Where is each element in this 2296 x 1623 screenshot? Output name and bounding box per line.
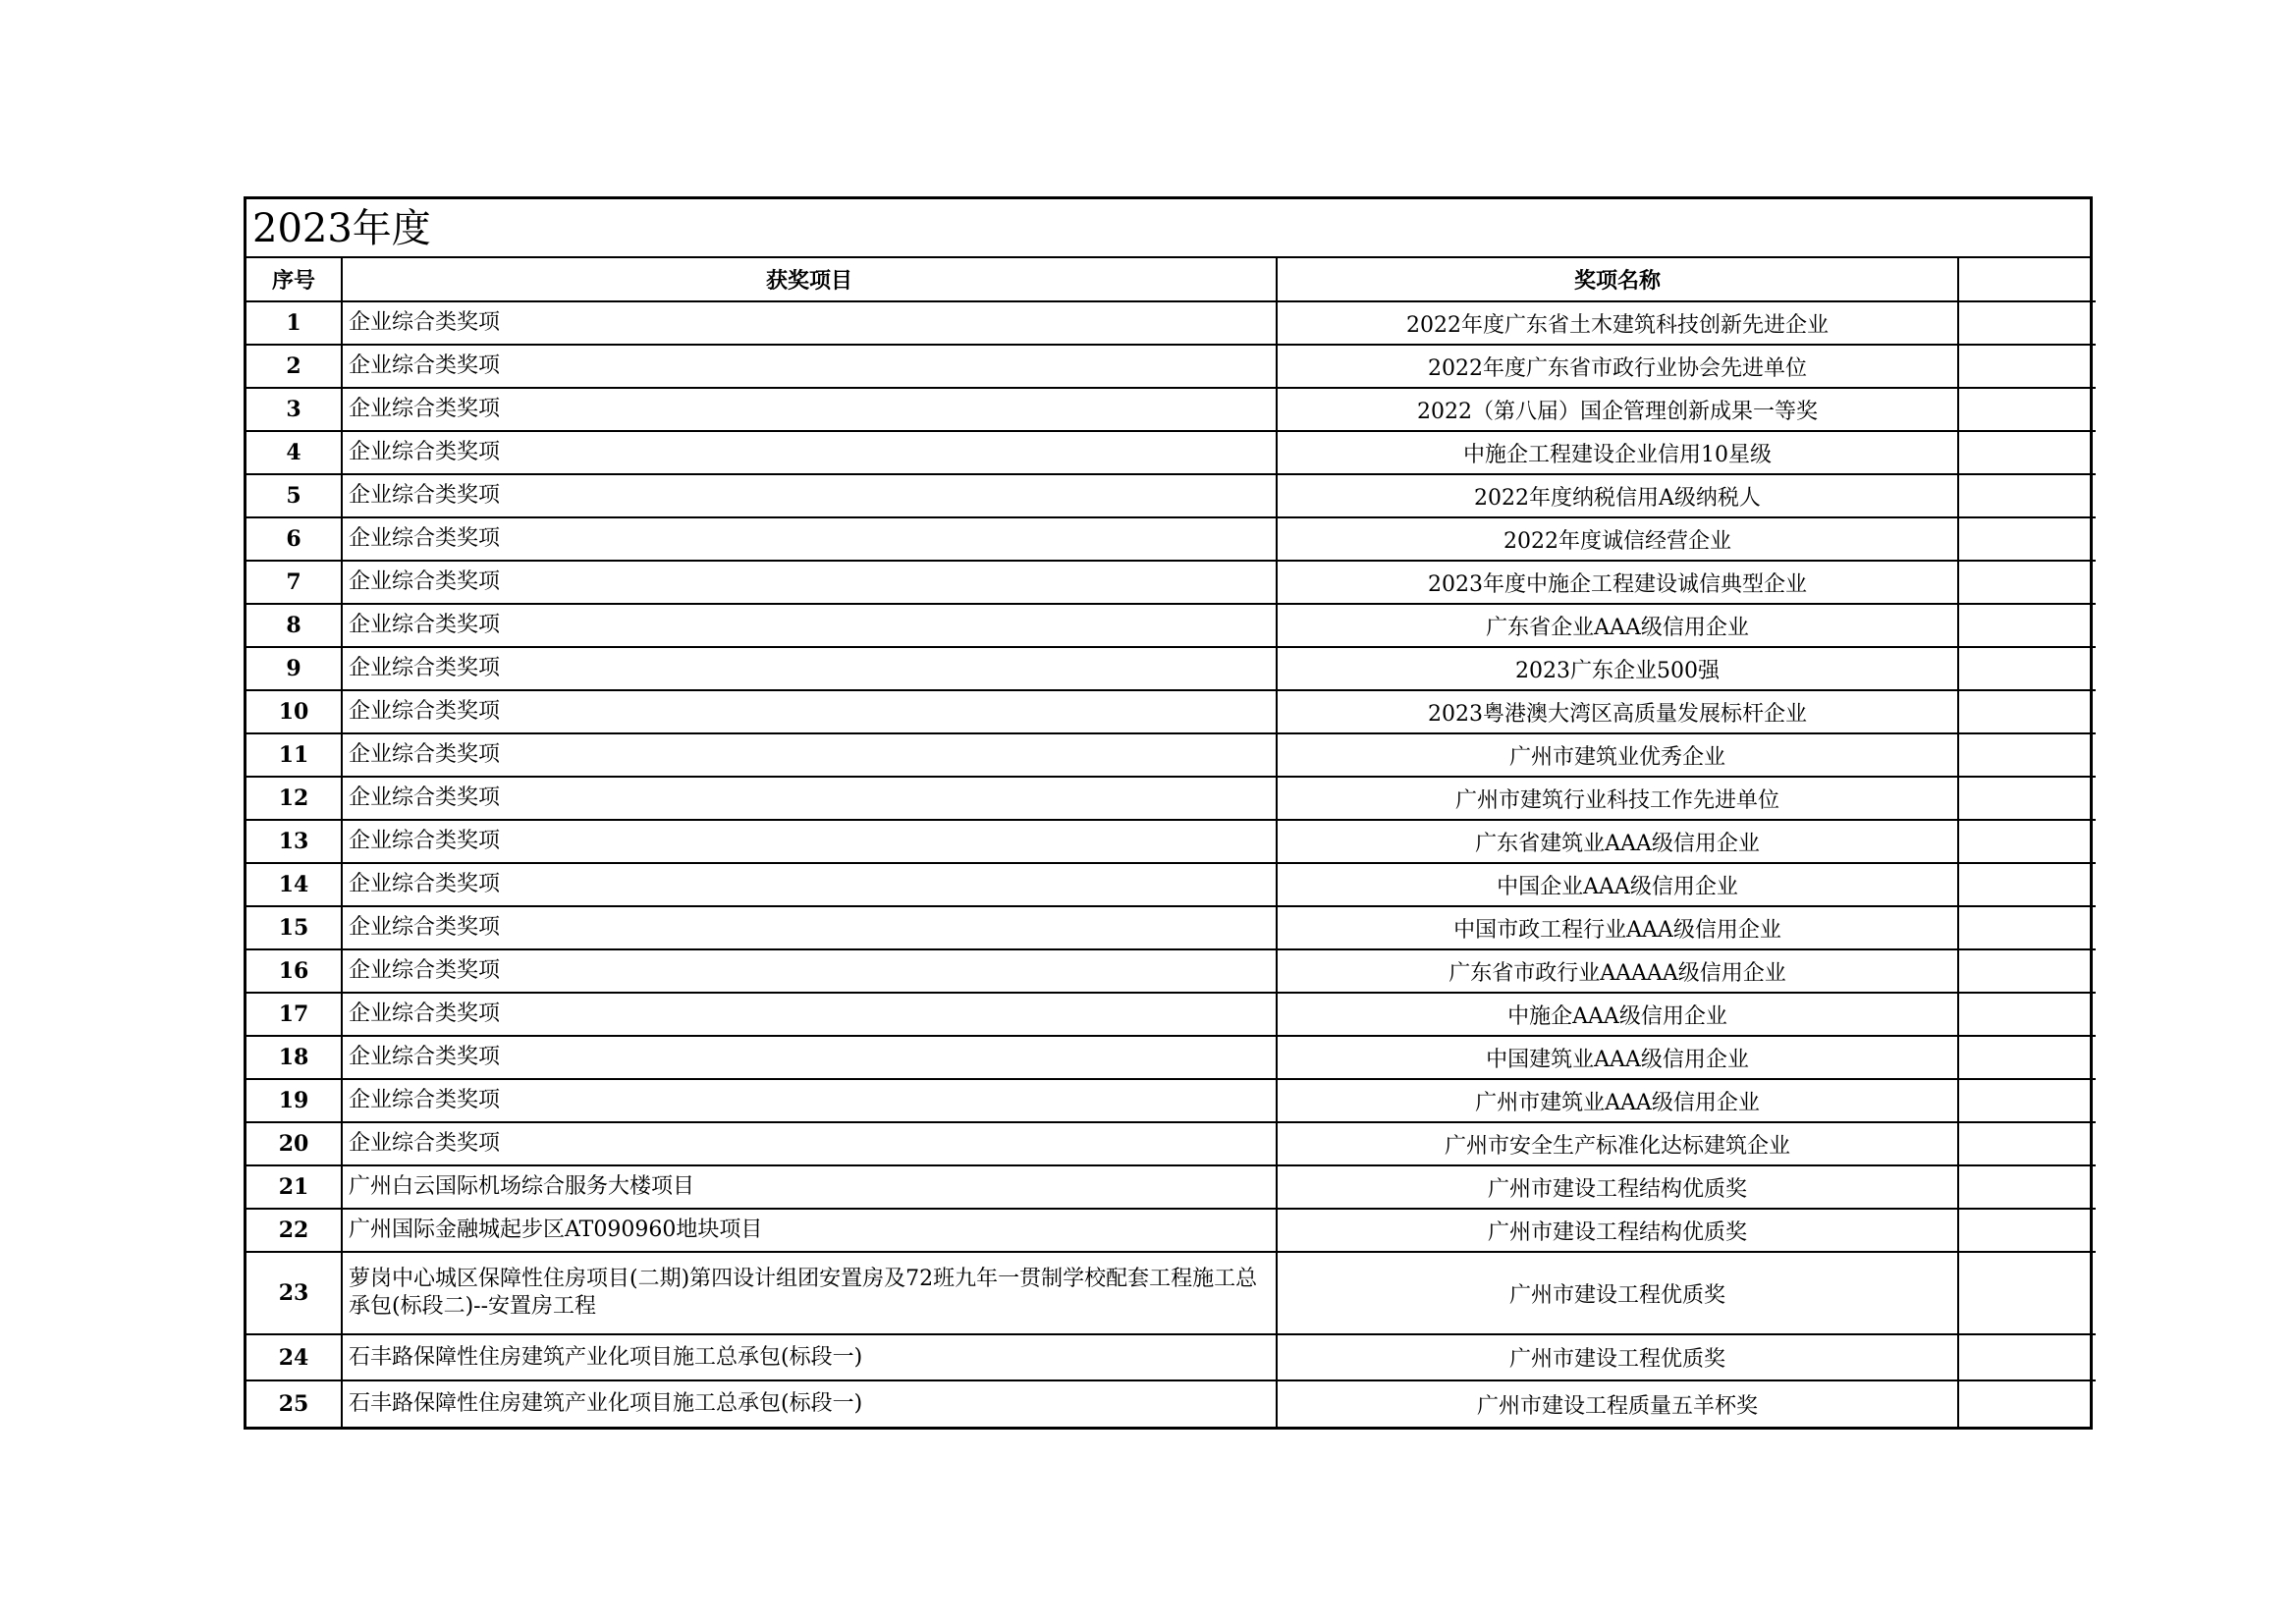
row-extra — [1958, 345, 2096, 388]
row-award: 2023广东企业500强 — [1277, 647, 1958, 690]
row-no: 4 — [246, 431, 342, 474]
row-no: 23 — [246, 1252, 342, 1334]
row-no: 17 — [246, 993, 342, 1036]
row-extra — [1958, 561, 2096, 604]
row-award: 广州市建设工程质量五羊杯奖 — [1277, 1380, 1958, 1427]
row-no: 12 — [246, 777, 342, 820]
row-extra — [1958, 474, 2096, 517]
row-award: 广州市建设工程优质奖 — [1277, 1252, 1958, 1334]
row-no: 1 — [246, 301, 342, 345]
row-no: 7 — [246, 561, 342, 604]
row-award: 广州市建筑业优秀企业 — [1277, 733, 1958, 777]
table-row — [246, 431, 2096, 474]
row-extra — [1958, 1079, 2096, 1122]
row-award: 中施企工程建设企业信用10星级 — [1277, 431, 1958, 474]
row-no: 16 — [246, 949, 342, 993]
row-award: 中国市政工程行业AAA级信用企业 — [1277, 906, 1958, 949]
table-row — [246, 1079, 2096, 1122]
row-extra — [1958, 1122, 2096, 1165]
row-no: 25 — [246, 1380, 342, 1427]
row-extra — [1958, 647, 2096, 690]
table-row — [246, 1380, 2096, 1427]
row-project: 企业综合类奖项 — [342, 733, 1277, 777]
table-row — [246, 949, 2096, 993]
row-no: 15 — [246, 906, 342, 949]
row-project: 企业综合类奖项 — [342, 863, 1277, 906]
row-award: 广州市建筑业AAA级信用企业 — [1277, 1079, 1958, 1122]
row-project: 广州国际金融城起步区AT090960地块项目 — [342, 1209, 1277, 1252]
row-award: 2022（第八届）国企管理创新成果一等奖 — [1277, 388, 1958, 431]
row-no: 8 — [246, 604, 342, 647]
row-no: 3 — [246, 388, 342, 431]
row-no: 18 — [246, 1036, 342, 1079]
table-row — [246, 1334, 2096, 1380]
table-row — [246, 1209, 2096, 1252]
row-award: 2022年度广东省土木建筑科技创新先进企业 — [1277, 301, 1958, 345]
row-award: 广东省市政行业AAAAA级信用企业 — [1277, 949, 1958, 993]
row-no: 5 — [246, 474, 342, 517]
row-project: 企业综合类奖项 — [342, 431, 1277, 474]
table-row — [246, 863, 2096, 906]
table-row — [246, 993, 2096, 1036]
header-row — [246, 258, 2096, 301]
row-project: 企业综合类奖项 — [342, 517, 1277, 561]
row-project: 企业综合类奖项 — [342, 906, 1277, 949]
table-row — [246, 561, 2096, 604]
row-extra — [1958, 431, 2096, 474]
row-project: 企业综合类奖项 — [342, 474, 1277, 517]
table-row — [246, 388, 2096, 431]
sheet-caption: 2023年度 — [246, 199, 2090, 258]
row-no: 13 — [246, 820, 342, 863]
awards-sheet — [244, 196, 2093, 1430]
row-award: 2023粤港澳大湾区高质量发展标杆企业 — [1277, 690, 1958, 733]
row-award: 广州市建设工程结构优质奖 — [1277, 1165, 1958, 1209]
table-row — [246, 906, 2096, 949]
row-award: 广东省建筑业AAA级信用企业 — [1277, 820, 1958, 863]
row-extra — [1958, 1252, 2096, 1334]
row-project: 企业综合类奖项 — [342, 1122, 1277, 1165]
table-row — [246, 820, 2096, 863]
row-extra — [1958, 820, 2096, 863]
table-row — [246, 777, 2096, 820]
row-extra — [1958, 1036, 2096, 1079]
row-award: 广州市建设工程优质奖 — [1277, 1334, 1958, 1380]
row-project: 企业综合类奖项 — [342, 1079, 1277, 1122]
row-no: 24 — [246, 1334, 342, 1380]
row-award: 广东省企业AAA级信用企业 — [1277, 604, 1958, 647]
row-extra — [1958, 777, 2096, 820]
header-no: 序号 — [246, 258, 342, 301]
row-project: 企业综合类奖项 — [342, 647, 1277, 690]
header-extra — [1958, 258, 2096, 301]
table-row — [246, 1122, 2096, 1165]
row-award: 中国企业AAA级信用企业 — [1277, 863, 1958, 906]
row-extra — [1958, 1165, 2096, 1209]
table-row — [246, 474, 2096, 517]
row-project: 石丰路保障性住房建筑产业化项目施工总承包(标段一) — [342, 1380, 1277, 1427]
row-project: 萝岗中心城区保障性住房项目(二期)第四设计组团安置房及72班九年一贯制学校配套工程施工总承包(标段二)--安置房工程 — [342, 1252, 1277, 1334]
awards-table — [246, 258, 2096, 1427]
row-extra — [1958, 1334, 2096, 1380]
row-no: 14 — [246, 863, 342, 906]
row-project: 企业综合类奖项 — [342, 604, 1277, 647]
row-extra — [1958, 604, 2096, 647]
row-extra — [1958, 906, 2096, 949]
row-project: 企业综合类奖项 — [342, 301, 1277, 345]
row-extra — [1958, 949, 2096, 993]
row-project: 企业综合类奖项 — [342, 345, 1277, 388]
table-row — [246, 1165, 2096, 1209]
table-row — [246, 604, 2096, 647]
row-extra — [1958, 301, 2096, 345]
row-extra — [1958, 1209, 2096, 1252]
row-award: 广州市建筑行业科技工作先进单位 — [1277, 777, 1958, 820]
table-row — [246, 733, 2096, 777]
row-extra — [1958, 733, 2096, 777]
row-award: 2022年度纳税信用A级纳税人 — [1277, 474, 1958, 517]
table-row — [246, 1252, 2096, 1334]
row-project: 企业综合类奖项 — [342, 561, 1277, 604]
header-project: 获奖项目 — [342, 258, 1277, 301]
table-row — [246, 301, 2096, 345]
row-project: 企业综合类奖项 — [342, 993, 1277, 1036]
row-award: 2023年度中施企工程建设诚信典型企业 — [1277, 561, 1958, 604]
header-award: 奖项名称 — [1277, 258, 1958, 301]
row-extra — [1958, 690, 2096, 733]
row-no: 21 — [246, 1165, 342, 1209]
row-extra — [1958, 517, 2096, 561]
row-project: 广州白云国际机场综合服务大楼项目 — [342, 1165, 1277, 1209]
row-award: 2022年度广东省市政行业协会先进单位 — [1277, 345, 1958, 388]
row-no: 2 — [246, 345, 342, 388]
row-project: 企业综合类奖项 — [342, 949, 1277, 993]
row-no: 10 — [246, 690, 342, 733]
row-no: 20 — [246, 1122, 342, 1165]
table-row — [246, 517, 2096, 561]
row-no: 19 — [246, 1079, 342, 1122]
row-project: 石丰路保障性住房建筑产业化项目施工总承包(标段一) — [342, 1334, 1277, 1380]
row-award: 广州市建设工程结构优质奖 — [1277, 1209, 1958, 1252]
row-no: 22 — [246, 1209, 342, 1252]
row-project: 企业综合类奖项 — [342, 820, 1277, 863]
row-no: 9 — [246, 647, 342, 690]
row-project: 企业综合类奖项 — [342, 388, 1277, 431]
row-award: 广州市安全生产标准化达标建筑企业 — [1277, 1122, 1958, 1165]
row-extra — [1958, 388, 2096, 431]
row-no: 6 — [246, 517, 342, 561]
row-award: 中施企AAA级信用企业 — [1277, 993, 1958, 1036]
row-award: 2022年度诚信经营企业 — [1277, 517, 1958, 561]
row-project: 企业综合类奖项 — [342, 690, 1277, 733]
table-row — [246, 647, 2096, 690]
row-extra — [1958, 1380, 2096, 1427]
row-extra — [1958, 863, 2096, 906]
row-no: 11 — [246, 733, 342, 777]
row-project: 企业综合类奖项 — [342, 1036, 1277, 1079]
table-row — [246, 345, 2096, 388]
table-row — [246, 690, 2096, 733]
table-row — [246, 1036, 2096, 1079]
row-extra — [1958, 993, 2096, 1036]
row-award: 中国建筑业AAA级信用企业 — [1277, 1036, 1958, 1079]
row-project: 企业综合类奖项 — [342, 777, 1277, 820]
